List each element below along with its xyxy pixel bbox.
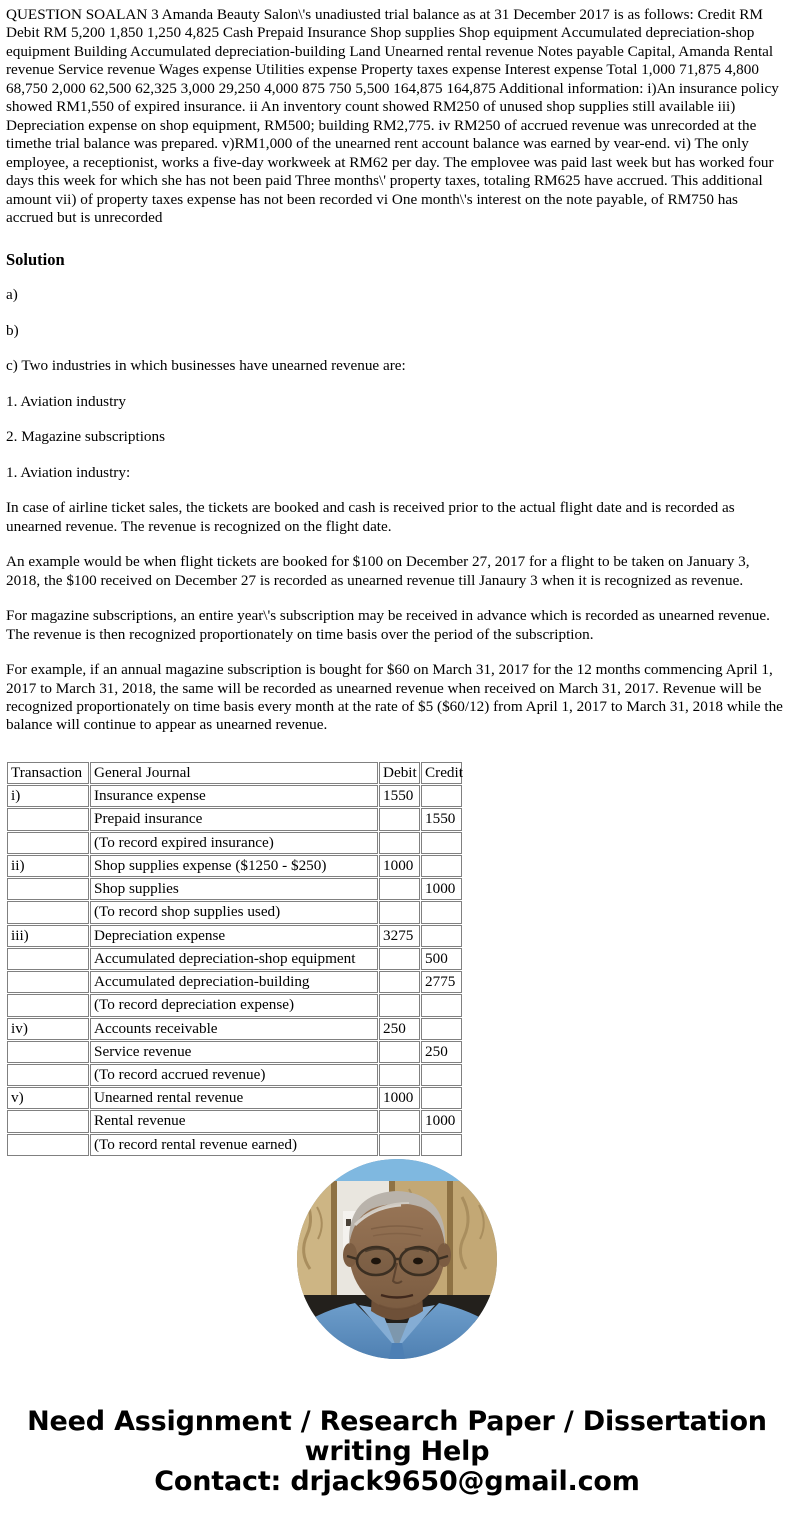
cell-debit xyxy=(379,832,420,854)
cell-credit: 1000 xyxy=(421,878,462,900)
column-header-debit: Debit xyxy=(379,762,420,784)
table-row xyxy=(7,1087,462,1109)
cell-general-journal: Depreciation expense xyxy=(90,925,378,947)
cell-transaction xyxy=(7,948,89,970)
cell-debit xyxy=(379,1064,420,1086)
cell-transaction xyxy=(7,878,89,900)
cell-general-journal: Unearned rental revenue xyxy=(90,1087,378,1109)
table-row xyxy=(7,901,462,923)
cell-debit: 1000 xyxy=(379,855,420,877)
cell-transaction: ii) xyxy=(7,855,89,877)
table-row xyxy=(7,971,462,993)
cell-credit xyxy=(421,1134,462,1156)
profile-photo-illustration xyxy=(297,1159,497,1359)
aviation-paragraph-2: An example would be when flight tickets are booked for $100 on December 27, 2017 for a flight to be taken on January 3, 2018, the $100 received on December 27 is recorded as unearned revenue till Janaury 3 when it is recognized as revenue. xyxy=(6,553,750,589)
cell-credit xyxy=(421,855,462,877)
promo-contact: Contact: drjack9650@gmail.com xyxy=(154,1466,640,1498)
cell-credit xyxy=(421,925,462,947)
cell-transaction: v) xyxy=(7,1087,89,1109)
cell-general-journal: (To record expired insurance) xyxy=(90,832,378,854)
table-row xyxy=(7,948,462,970)
avatar xyxy=(297,1159,497,1359)
avatar-row xyxy=(0,1159,794,1359)
cell-transaction: iii) xyxy=(7,925,89,947)
cell-general-journal: (To record accrued revenue) xyxy=(90,1064,378,1086)
cell-credit: 1550 xyxy=(421,808,462,830)
cell-general-journal: Shop supplies xyxy=(90,878,378,900)
table-row xyxy=(7,1064,462,1086)
cell-credit: 1000 xyxy=(421,1110,462,1132)
cell-general-journal: (To record rental revenue earned) xyxy=(90,1134,378,1156)
table-row xyxy=(7,1110,462,1132)
cell-general-journal: (To record depreciation expense) xyxy=(90,994,378,1016)
promo-headline: Need Assignment / Research Paper / Dissertation writing Help xyxy=(27,1405,767,1468)
aviation-paragraph-1: In case of airline ticket sales, the tickets are booked and cash is received prior to the actual flight date and is recorded as unearned revenue. The revenue is recognized on the flight date. xyxy=(6,499,735,535)
cell-general-journal: Service revenue xyxy=(90,1041,378,1063)
table-row xyxy=(7,925,462,947)
cell-debit xyxy=(379,994,420,1016)
magazine-paragraph-1: For magazine subscriptions, an entire year\'s subscription may be received in advance which is recorded as unearned revenue. The revenue is then recognized proportionately on time basis over the period of the subscription. xyxy=(6,607,770,643)
cell-general-journal: Insurance expense xyxy=(90,785,378,807)
cell-debit: 1000 xyxy=(379,1087,420,1109)
question-paragraph: QUESTION SOALAN 3 Amanda Beauty Salon\'s unadiusted trial balance as at 31 December 2017 is as follows: Credit RM Debit RM 5,200 1,850 1,250 4,825 Cash Prepaid Insurance Shop supplies Shop equipment Accumulated depreciation-shop equipment Building Accumulated depreciation-building Land Unearned rental revenue Notes payable Capital, Amanda Rental revenue Service revenue Wages expense Utilities expense Property taxes expense Interest expense Total 1,000 71,875 4,800 68,750 2,000 62,500 62,325 3,000 29,250 4,000 875 750 5,500 164,875 164,875 Additional information: i)An insurance policy showed RM1,550 of expired insurance. ii An inventory count showed RM250 of unused shop supplies still available iii) Depreciation expense on shop equipment, RM500; building RM2,775. iv RM250 of accrued revenue was unrecorded at the timethe trial balance was prepared. v)RM1,000 of the unearned rent account balance was earned by vear-end. vi) The only employee, a receptionist, works a five-day workweek at RM62 per day. The emplovee was paid last week but has worked four days this week for which she has not been paid Three months\' property taxes, totaling RM625 have accrued. This additional amount vii) of property taxes expense has not been recorded vi One month\'s interest on the note payable, of RM750 has accrued but is unrecorded xyxy=(6,6,779,227)
solution-part-b: b) xyxy=(6,321,19,339)
cell-general-journal: Prepaid insurance xyxy=(90,808,378,830)
cell-transaction: i) xyxy=(7,785,89,807)
table-row xyxy=(7,1018,462,1040)
table-row xyxy=(7,855,462,877)
cell-debit xyxy=(379,948,420,970)
cell-debit xyxy=(379,1134,420,1156)
cell-general-journal: (To record shop supplies used) xyxy=(90,901,378,923)
cell-credit: 2775 xyxy=(421,971,462,993)
solution-heading: Solution xyxy=(6,249,65,269)
cell-debit xyxy=(379,901,420,923)
cell-credit xyxy=(421,832,462,854)
cell-transaction xyxy=(7,901,89,923)
cell-general-journal: Shop supplies expense ($1250 - $250) xyxy=(90,855,378,877)
cell-debit xyxy=(379,808,420,830)
cell-debit xyxy=(379,1110,420,1132)
cell-debit: 3275 xyxy=(379,925,420,947)
magazine-paragraph-2: For example, if an annual magazine subscription is bought for $60 on March 31, 2017 for the 12 months commencing April 1, 2017 to March 31, 2018, the same will be recorded as unearned revenue when received on March 31, 2017. Revenue will be recognized proportionately on time basis every month at the rate of $5 ($60/12) from April 1, 2017 to March 31, 2018 while the balance will continue to appear as unearned revenue. xyxy=(6,661,783,734)
cell-transaction xyxy=(7,971,89,993)
table-row xyxy=(7,808,462,830)
cell-transaction xyxy=(7,1064,89,1086)
cell-transaction xyxy=(7,808,89,830)
table-header-row xyxy=(7,762,462,784)
cell-debit xyxy=(379,971,420,993)
cell-transaction xyxy=(7,1110,89,1132)
cell-transaction: iv) xyxy=(7,1018,89,1040)
cell-credit xyxy=(421,1087,462,1109)
journal-table-container xyxy=(6,761,463,1153)
cell-credit xyxy=(421,785,462,807)
table-row xyxy=(7,1041,462,1063)
cell-general-journal: Rental revenue xyxy=(90,1110,378,1132)
cell-credit xyxy=(421,901,462,923)
column-header-general-journal: General Journal xyxy=(90,762,378,784)
table-row xyxy=(7,878,462,900)
cell-transaction xyxy=(7,994,89,1016)
solution-part-a: a) xyxy=(6,286,18,304)
column-header-transaction: Transaction xyxy=(7,762,89,784)
column-header-credit: Credit xyxy=(421,762,462,784)
cell-general-journal: Accumulated depreciation-building xyxy=(90,971,378,993)
cell-debit xyxy=(379,1041,420,1063)
table-row xyxy=(7,1134,462,1156)
cell-debit xyxy=(379,878,420,900)
cell-credit: 250 xyxy=(421,1041,462,1063)
cell-debit: 250 xyxy=(379,1018,420,1040)
journal-table-body xyxy=(7,785,462,1156)
journal-entries-table xyxy=(6,761,463,1157)
cell-credit xyxy=(421,994,462,1016)
cell-credit xyxy=(421,1018,462,1040)
cell-credit: 500 xyxy=(421,948,462,970)
cell-transaction xyxy=(7,1134,89,1156)
aviation-section-heading: 1. Aviation industry: xyxy=(6,463,131,481)
promo-footer xyxy=(18,1407,776,1498)
cell-debit: 1550 xyxy=(379,785,420,807)
table-row xyxy=(7,785,462,807)
solution-part-c: c) Two industries in which businesses have unearned revenue are: xyxy=(6,357,406,375)
cell-credit xyxy=(421,1064,462,1086)
cell-general-journal: Accounts receivable xyxy=(90,1018,378,1040)
table-row xyxy=(7,994,462,1016)
table-row xyxy=(7,832,462,854)
cell-general-journal: Accumulated depreciation-shop equipment xyxy=(90,948,378,970)
industry-list-item-1: 1. Aviation industry xyxy=(6,392,126,410)
cell-transaction xyxy=(7,1041,89,1063)
cell-transaction xyxy=(7,832,89,854)
industry-list-item-2: 2. Magazine subscriptions xyxy=(6,428,166,446)
